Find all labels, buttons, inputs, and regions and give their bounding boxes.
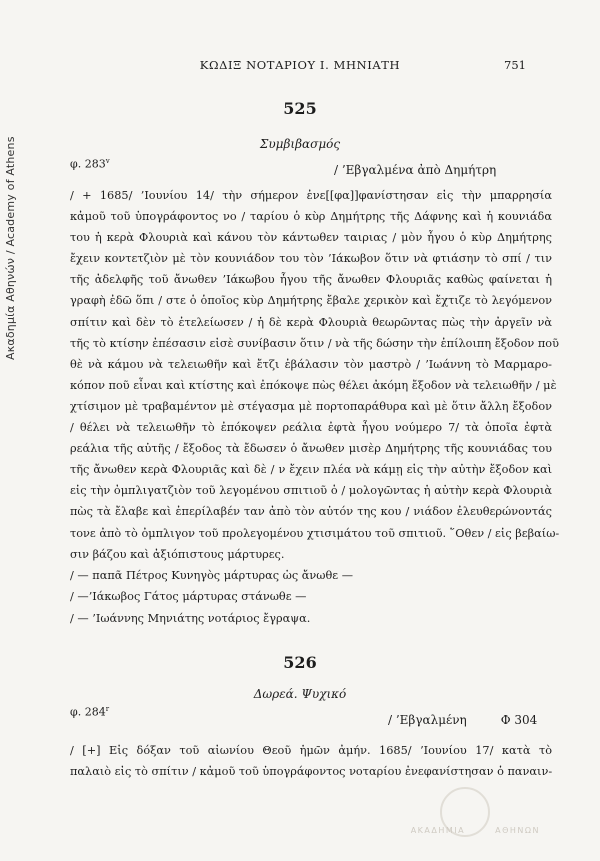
text-line: / [+] Εἰς δόξαν τοῦ αἰωνίου Θεοῦ ἡμῶν ἀμήν. 1685/ ’Ιουνίου 17/ κατὰ τὸ xyxy=(70,744,552,757)
folio-text: φ. 283 xyxy=(70,157,106,171)
source-note-525: / ’Εβγαλμένα ἀπὸ Δημήτρη xyxy=(334,163,497,177)
phi-reference: Φ 304 xyxy=(500,713,538,727)
text-line: χτίσιμον μὲ τραβαμέντον μὲ στέγασμα μὲ πορτοπαράθυρα καὶ μὲ ὅτιν ἄλλη ἔξοδον xyxy=(70,399,552,413)
academy-watermark xyxy=(411,826,540,835)
text-line: παλαιὸ εἰς τὸ σπίτιν / κἀμοῦ τοῦ ὑπογράφοντος νοταρίου ἐνεφανίστησαν ὁ παναιν- xyxy=(70,765,553,779)
document-body-525 xyxy=(70,185,560,565)
folio-text: φ. 284 xyxy=(70,705,106,719)
folio-side: v xyxy=(105,157,110,165)
document-number-526: 526 xyxy=(283,653,317,672)
watermark-word: ΑΘΗΝΩΝ xyxy=(495,826,540,835)
document-body-526 xyxy=(70,740,552,782)
folio-side: r xyxy=(105,705,110,713)
page-number: 751 xyxy=(504,58,526,72)
text-line: γραφὴ ἐδῶ ὅπι / στε ὁ ὁποῖος κὺρ Δημήτρης ἔβαλε χερικὸν καὶ ἔχτιζε τὸ λεγόμενον xyxy=(70,294,552,308)
text-line: πὼς τὰ ἔλαβε καὶ ἐπερίλαβέν ταν ἀπὸ τὸν αὐτόν της κου / νιάδον ἐλευθερώνοντάς xyxy=(70,505,552,519)
text-line: θὲ νὰ κάμου νὰ τελειωθῆν καὶ ἔτζι ἐβάλασιν τὸν μαστρὸ / ’Ιωάννη τὸ Μαρμαρο- xyxy=(70,357,552,371)
watermark-word: ΑΚΑΔΗΜΙΑ xyxy=(410,826,466,835)
document-title-526: Δωρεά. Ψυχικό xyxy=(253,687,347,701)
text-line: ἔχειν κοντετζιὸν μὲ τὸν κουνιάδον του τὸν ’Ιάκωβον ὅτιν νὰ φτιάσην τὸ σπί / τιν xyxy=(70,252,552,266)
text-line: του ἡ κερὰ Φλουριὰ καὶ κάνου τὸν κάντωθεν ταιριας / μὸν ἦγου ὁ κὺρ Δημήτρης xyxy=(70,231,552,245)
codex-title: ΚΩΔΙΞ ΝΟΤΑΡΙΟΥ Ι. ΜΗΝΙΑΤΗ xyxy=(199,58,401,72)
text-line: τῆς ἄνωθεν κερὰ Φλουριᾶς καὶ δὲ / ν ἔχειν πλέα νὰ κάμῃ εἰς τὴν αὐτὴν ἔξοδον καὶ xyxy=(70,463,552,477)
text-line: κἀμοῦ τοῦ ὑπογράφοντος νο / ταρίου ὁ κὺρ Δημήτρης τῆς Δάφνης καὶ ἡ κουνιάδα xyxy=(70,210,552,224)
text-line: τῆς τὸ κτίσην ἐπέσασιν εἰσὲ συνίβασιν ὅτιν / νὰ τῆς δώσην τὴν ἐπίλοιπη ἔξοδον ποῦ xyxy=(70,336,559,350)
text-line: / θέλει νὰ τελειωθῆν τὸ ἐπόκοψεν ρεάλια ἐφτὰ ἦγου νούμερο 7/ τὰ ὁποῖα ἐφτὰ xyxy=(70,421,552,435)
text-line: εἰς τὴν ὀμπλιγατζιὸν τοῦ λεγομένου σπιτιοῦ ὁ / μολογῶντας ἡ αὐτὴν κερὰ Φλουριὰ xyxy=(70,484,552,498)
text-line: σπίτιν καὶ δὲν τὸ ἐτελείωσεν / ἡ δὲ κερὰ Φλουριὰ θεωρῶντας πὼς τὴν ἀργεῖν νὰ xyxy=(70,315,552,329)
source-text: / ’Εβγαλμένη xyxy=(388,713,467,727)
signer-line: / — ’Ιωάννης Μηνιάτης νοτάριος ἔγραψα. xyxy=(70,611,311,625)
signatures-525 xyxy=(70,565,552,629)
source-note-526 xyxy=(388,713,537,727)
document-number-525: 525 xyxy=(283,99,317,118)
signer-line: / —’Ιάκωβος Γάτος μάρτυρας στάνωθε — xyxy=(70,590,307,604)
document-title-525: Συμβιβασμός xyxy=(259,137,341,151)
running-header xyxy=(0,58,600,74)
text-line: / + 1685/ ’Ιουνίου 14/ τὴν σήμερον ἐνε[[φα]]φανίστησαν εἰς τὴν μπαρρησία xyxy=(70,189,552,202)
text-line: σιν βάζου καὶ ἀξιόπιστους μάρτυρες. xyxy=(70,547,285,561)
folio-reference-526 xyxy=(70,705,109,719)
text-line: τῆς ἀδελφῆς τοῦ ἄνωθεν ’Ιάκωβου ἦγου τῆς ἄνωθεν Φλουριᾶς καθὼς φαίνεται ἡ xyxy=(70,273,552,287)
signer-line: / — παπᾶ Πέτρος Κυνηγὸς μάρτυρας ὡς ἄνωθε — xyxy=(70,569,354,582)
folio-reference-525 xyxy=(70,157,110,171)
archive-stamp: Ακαδημία Αθηνών / Academy of Athens xyxy=(4,136,17,360)
text-line: κόπον ποῦ εἶναι καὶ κτίστης καὶ ἐπόκοψε πὼς θέλει ἀκόμη ἔξοδον νὰ τελειωθῆν / μὲ xyxy=(70,378,557,392)
text-line: τονε ἀπὸ τὸ ὀμπλιγον τοῦ προλεγομένου χτισιμάτου τοῦ σπιτιοῦ. ῞Οθεν / εἰς βεβαίω- xyxy=(70,526,560,540)
text-line: ρεάλια τῆς αὐτῆς / ἔξοδος τὰ ἔδωσεν ὁ ἄνωθεν μισὲρ Δημήτρης τῆς κουνιάδας του xyxy=(70,442,552,456)
